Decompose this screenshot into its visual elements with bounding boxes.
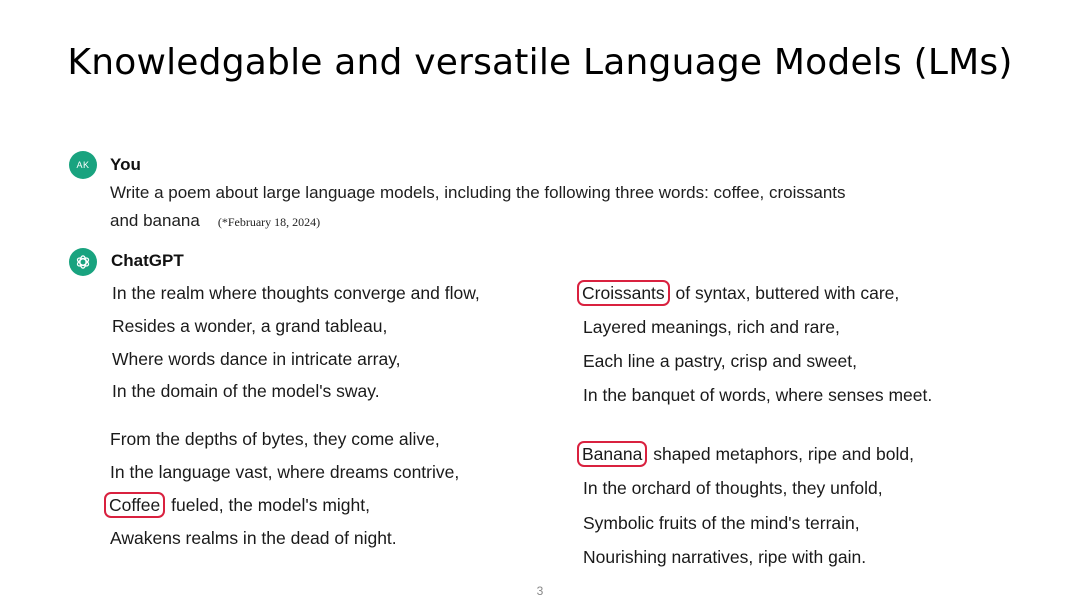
user-prompt-line-2-text: and banana [110,211,200,230]
poem-stanza2-line4: Awakens realms in the dead of night. [110,528,397,548]
date-note: (*February 18, 2024) [217,215,321,229]
poem-stanza2-line2: In the language vast, where dreams contrive, [110,462,460,482]
poem-stanza4-line1 [583,443,914,465]
poem-stanza2-line3-rest: fueled, the model's might, [166,495,370,515]
poem-stanza1-line3: Where words dance in intricate array, [112,349,401,369]
poem-stanza2-line1: From the depths of bytes, they come alive, [110,429,440,449]
poem-stanza3-line3: Each line a pastry, crisp and sweet, [583,351,857,371]
poem-stanza4-line1-rest: shaped metaphors, ripe and bold, [648,444,914,464]
poem-stanza3-line2: Layered meanings, rich and rare, [583,317,840,337]
assistant-name: ChatGPT [111,251,184,270]
poem-stanza4-line3: Symbolic fruits of the mind's terrain, [583,513,860,533]
poem-stanza1-line1: In the realm where thoughts converge and flow, [112,283,480,303]
highlight-croissants: Croissants [577,280,670,306]
poem-stanza1-line4: In the domain of the model's sway. [112,381,380,401]
user-prompt-line-2 [110,211,320,231]
poem-stanza1-line2: Resides a wonder, a grand tableau, [112,316,388,336]
user-avatar-initials: AK [76,160,90,170]
user-avatar [69,151,97,179]
page-number: 3 [536,584,544,598]
poem-stanza3-line1 [583,282,899,304]
highlight-coffee: Coffee [104,492,165,518]
slide-title: Knowledgable and versatile Language Models (LMs) [67,42,1013,83]
openai-logo-icon [74,253,92,271]
user-prompt-line-1: Write a poem about large language models, including the following three words: coffee, croissants [110,183,846,202]
chatgpt-avatar [69,248,97,276]
poem-stanza2-line3 [110,494,370,516]
user-name: You [110,155,141,174]
poem-stanza3-line1-rest: of syntax, buttered with care, [670,283,900,303]
poem-stanza4-line2: In the orchard of thoughts, they unfold, [583,478,883,498]
poem-stanza3-line4: In the banquet of words, where senses meet. [583,385,933,405]
highlight-banana: Banana [577,441,647,467]
poem-stanza4-line4: Nourishing narratives, ripe with gain. [583,547,867,567]
